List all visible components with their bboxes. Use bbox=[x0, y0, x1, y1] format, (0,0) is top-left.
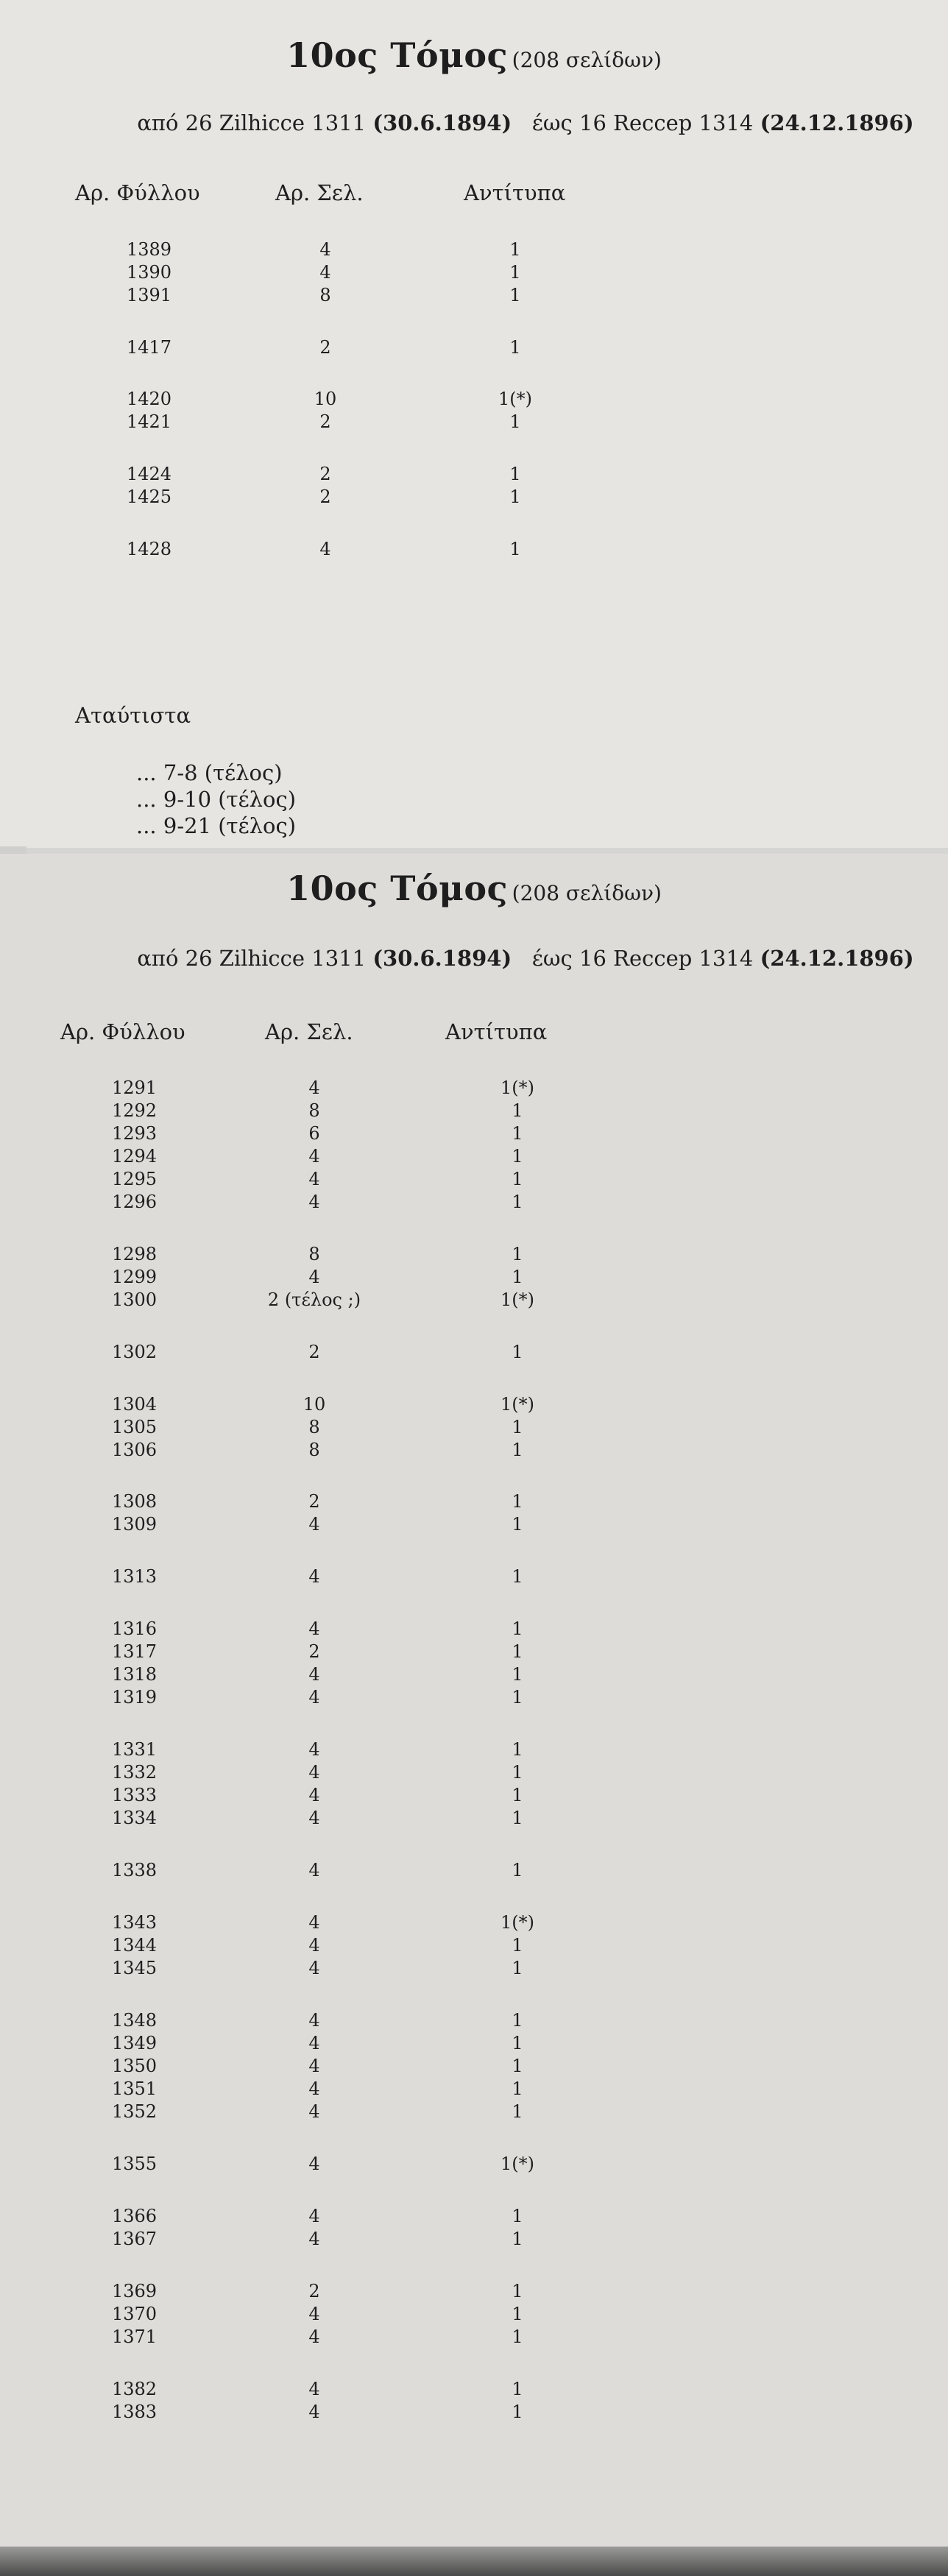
cell-page-count: 4 bbox=[308, 2056, 320, 2076]
range-to-date: (24.12.1896) bbox=[760, 110, 914, 135]
range-to-label: έως 16 Reccep 1314 bbox=[531, 946, 754, 971]
cell-sheet-number: 1382 bbox=[112, 2379, 158, 2399]
missing-item: ... 9-21 (τέλος) bbox=[136, 813, 297, 838]
table-row bbox=[0, 2033, 948, 2055]
cell-copies: 1 bbox=[509, 239, 521, 260]
cell-page-count: 2 bbox=[319, 337, 331, 358]
header-pages: Αρ. Σελ. bbox=[275, 180, 364, 205]
cell-sheet-number: 1338 bbox=[112, 1860, 158, 1880]
cell-sheet-number: 1352 bbox=[112, 2101, 158, 2122]
cell-copies: 1 bbox=[512, 1860, 523, 1880]
cell-page-count: 2 bbox=[319, 464, 331, 484]
range-from-date: (30.6.1894) bbox=[372, 110, 512, 135]
cell-copies: 1 bbox=[512, 1169, 523, 1189]
cell-sheet-number: 1425 bbox=[127, 486, 172, 507]
table-row bbox=[0, 2229, 948, 2251]
cell-sheet-number: 1300 bbox=[112, 1289, 158, 1310]
cell-sheet-number: 1417 bbox=[127, 337, 172, 358]
cell-sheet-number: 1366 bbox=[112, 2206, 158, 2226]
cell-sheet-number: 1331 bbox=[112, 1739, 158, 1760]
cell-page-count: 2 (τέλος ;) bbox=[267, 1289, 361, 1310]
cell-sheet-number: 1355 bbox=[112, 2154, 158, 2174]
cell-page-count: 4 bbox=[308, 1762, 320, 1783]
table-row bbox=[0, 1860, 948, 1882]
cell-copies: 1 bbox=[512, 2229, 523, 2249]
cell-sheet-number: 1334 bbox=[112, 1808, 158, 1828]
cell-copies: 1 bbox=[512, 1440, 523, 1460]
cell-sheet-number: 1293 bbox=[112, 1123, 158, 1144]
table-row bbox=[0, 1440, 948, 1462]
table-row bbox=[0, 1664, 948, 1686]
volume-title-pages: (208 σελίδων) bbox=[512, 48, 662, 72]
cell-copies: 1 bbox=[512, 2033, 523, 2053]
cell-page-count: 4 bbox=[308, 1808, 320, 1828]
cell-page-count: 2 bbox=[319, 486, 331, 507]
header-copies: Αντίτυπα bbox=[445, 1019, 548, 1044]
cell-sheet-number: 1428 bbox=[127, 539, 172, 559]
cell-copies: 1 bbox=[512, 2206, 523, 2226]
cell-sheet-number: 1349 bbox=[112, 2033, 158, 2053]
cell-page-count: 4 bbox=[308, 1935, 320, 1956]
table-row bbox=[0, 239, 948, 261]
cell-page-count: 10 bbox=[314, 389, 337, 409]
table-row bbox=[0, 1491, 948, 1513]
cell-sheet-number: 1390 bbox=[127, 262, 172, 283]
volume-title bbox=[0, 868, 948, 908]
cell-page-count: 2 bbox=[319, 411, 331, 432]
table-row bbox=[0, 1169, 948, 1191]
table-row bbox=[0, 1935, 948, 1957]
cell-page-count: 4 bbox=[308, 2154, 320, 2174]
cell-page-count: 4 bbox=[308, 2326, 320, 2347]
table-row bbox=[0, 2402, 948, 2424]
cell-page-count: 4 bbox=[308, 1566, 320, 1587]
missing-item: ... 9-10 (τέλος) bbox=[136, 787, 297, 812]
cell-page-count: 4 bbox=[319, 239, 331, 260]
header-sheet: Αρ. Φύλλου bbox=[60, 1019, 185, 1044]
cell-sheet-number: 1292 bbox=[112, 1100, 158, 1121]
cell-sheet-number: 1294 bbox=[112, 1146, 158, 1167]
cell-page-count: 8 bbox=[308, 1244, 320, 1264]
table-row bbox=[0, 411, 948, 434]
cell-copies: 1 bbox=[512, 1739, 523, 1760]
cell-copies: 1 bbox=[512, 2056, 523, 2076]
table-row bbox=[0, 2154, 948, 2176]
cell-copies: 1 bbox=[509, 411, 521, 432]
cell-page-count: 4 bbox=[308, 1860, 320, 1880]
cell-page-count: 4 bbox=[308, 1687, 320, 1708]
cell-sheet-number: 1351 bbox=[112, 2078, 158, 2099]
missing-item: ... 7-8 (τέλος) bbox=[136, 760, 283, 785]
table-row bbox=[0, 486, 948, 509]
cell-sheet-number: 1332 bbox=[112, 1762, 158, 1783]
cell-page-count: 4 bbox=[308, 1078, 320, 1098]
cell-page-count: 4 bbox=[308, 2010, 320, 2031]
volume-title-pages: (208 σελίδων) bbox=[512, 881, 662, 905]
date-range bbox=[52, 946, 948, 971]
cell-copies: 1 bbox=[509, 464, 521, 484]
cell-copies: 1 bbox=[512, 1417, 523, 1437]
cell-copies: 1 bbox=[512, 1687, 523, 1708]
range-from-label: από 26 Zilhicce 1311 bbox=[137, 110, 367, 135]
cell-sheet-number: 1302 bbox=[112, 1342, 158, 1362]
cell-sheet-number: 1319 bbox=[112, 1687, 158, 1708]
cell-sheet-number: 1367 bbox=[112, 2229, 158, 2249]
cell-sheet-number: 1343 bbox=[112, 1912, 158, 1933]
cell-copies: 1 bbox=[509, 486, 521, 507]
cell-page-count: 4 bbox=[308, 1912, 320, 1933]
table-row bbox=[0, 1958, 948, 1980]
cell-copies: 1 bbox=[512, 1342, 523, 1362]
table-row bbox=[0, 2078, 948, 2101]
table-row bbox=[0, 1566, 948, 1588]
cell-sheet-number: 1306 bbox=[112, 1440, 158, 1460]
cell-page-count: 8 bbox=[308, 1100, 320, 1121]
scan-shadow bbox=[0, 2547, 948, 2576]
table-row bbox=[0, 2101, 948, 2123]
table-row bbox=[0, 464, 948, 486]
cell-page-count: 4 bbox=[308, 2304, 320, 2324]
cell-copies: 1 bbox=[512, 1641, 523, 1662]
cell-copies: 1 bbox=[512, 2101, 523, 2122]
cell-page-count: 8 bbox=[319, 285, 331, 305]
table-row bbox=[0, 2010, 948, 2032]
table-row bbox=[0, 1244, 948, 1266]
cell-copies: 1(*) bbox=[500, 1912, 534, 1933]
cell-page-count: 10 bbox=[303, 1394, 326, 1415]
table-row bbox=[0, 1739, 948, 1761]
cell-page-count: 4 bbox=[308, 1618, 320, 1639]
cell-page-count: 4 bbox=[308, 1192, 320, 1212]
cell-copies: 1 bbox=[512, 1146, 523, 1167]
cell-sheet-number: 1333 bbox=[112, 1785, 158, 1805]
cell-sheet-number: 1291 bbox=[112, 1078, 158, 1098]
cell-sheet-number: 1317 bbox=[112, 1641, 158, 1662]
cell-copies: 1 bbox=[512, 1123, 523, 1144]
cell-sheet-number: 1305 bbox=[112, 1417, 158, 1437]
range-from-label: από 26 Zilhicce 1311 bbox=[137, 946, 367, 971]
page-top bbox=[0, 0, 948, 848]
cell-page-count: 4 bbox=[308, 1267, 320, 1287]
table-row bbox=[0, 1514, 948, 1536]
cell-sheet-number: 1344 bbox=[112, 1935, 158, 1956]
cell-page-count: 4 bbox=[319, 262, 331, 283]
cell-page-count: 4 bbox=[308, 2101, 320, 2122]
cell-page-count: 6 bbox=[308, 1123, 320, 1144]
cell-sheet-number: 1348 bbox=[112, 2010, 158, 2031]
cell-sheet-number: 1296 bbox=[112, 1192, 158, 1212]
table-row bbox=[0, 1785, 948, 1807]
cell-sheet-number: 1298 bbox=[112, 1244, 158, 1264]
cell-page-count: 4 bbox=[308, 1958, 320, 1978]
cell-page-count: 4 bbox=[308, 2402, 320, 2422]
table-row bbox=[0, 1192, 948, 1214]
cell-copies: 1 bbox=[512, 1491, 523, 1512]
table-row bbox=[0, 539, 948, 561]
cell-copies: 1(*) bbox=[500, 1394, 534, 1415]
cell-copies: 1 bbox=[512, 1785, 523, 1805]
cell-copies: 1 bbox=[512, 1566, 523, 1587]
cell-page-count: 4 bbox=[308, 2206, 320, 2226]
volume-title-main: 10ος Τόμος bbox=[286, 35, 509, 75]
cell-page-count: 4 bbox=[308, 2033, 320, 2053]
cell-copies: 1 bbox=[512, 1244, 523, 1264]
cell-copies: 1 bbox=[512, 2326, 523, 2347]
cell-copies: 1(*) bbox=[498, 389, 532, 409]
cell-sheet-number: 1309 bbox=[112, 1514, 158, 1535]
cell-copies: 1 bbox=[509, 285, 521, 305]
cell-page-count: 8 bbox=[308, 1440, 320, 1460]
cell-copies: 1 bbox=[512, 2402, 523, 2422]
cell-sheet-number: 1370 bbox=[112, 2304, 158, 2324]
cell-sheet-number: 1420 bbox=[127, 389, 172, 409]
cell-copies: 1 bbox=[512, 1808, 523, 1828]
cell-sheet-number: 1299 bbox=[112, 1267, 158, 1287]
cell-copies: 1 bbox=[512, 1192, 523, 1212]
cell-sheet-number: 1391 bbox=[127, 285, 172, 305]
cell-sheet-number: 1369 bbox=[112, 2281, 158, 2301]
cell-page-count: 4 bbox=[308, 2379, 320, 2399]
volume-title bbox=[0, 35, 948, 75]
cell-page-count: 8 bbox=[308, 1417, 320, 1437]
range-to-label: έως 16 Reccep 1314 bbox=[531, 110, 754, 135]
cell-sheet-number: 1313 bbox=[112, 1566, 158, 1587]
table-row bbox=[0, 2206, 948, 2228]
table-row bbox=[0, 389, 948, 411]
table-row bbox=[0, 1618, 948, 1641]
cell-copies: 1 bbox=[512, 1514, 523, 1535]
volume-title-main: 10ος Τόμος bbox=[286, 868, 509, 908]
cell-copies: 1 bbox=[512, 2281, 523, 2301]
cell-page-count: 4 bbox=[308, 1169, 320, 1189]
cell-page-count: 2 bbox=[308, 2281, 320, 2301]
table-row bbox=[0, 1078, 948, 1100]
cell-sheet-number: 1421 bbox=[127, 411, 172, 432]
cell-copies: 1(*) bbox=[500, 2154, 534, 2174]
cell-sheet-number: 1295 bbox=[112, 1169, 158, 1189]
cell-copies: 1 bbox=[512, 2010, 523, 2031]
cell-sheet-number: 1318 bbox=[112, 1664, 158, 1685]
missing-title: Αταύτιστα bbox=[75, 703, 191, 728]
range-to-date: (24.12.1896) bbox=[760, 946, 914, 971]
cell-page-count: 4 bbox=[308, 2078, 320, 2099]
cell-copies: 1 bbox=[512, 1664, 523, 1685]
table-row bbox=[0, 1912, 948, 1934]
cell-page-count: 4 bbox=[308, 1664, 320, 1685]
cell-copies: 1(*) bbox=[500, 1289, 534, 1310]
table-row bbox=[0, 262, 948, 284]
header-pages: Αρ. Σελ. bbox=[265, 1019, 353, 1044]
cell-sheet-number: 1383 bbox=[112, 2402, 158, 2422]
cell-copies: 1 bbox=[512, 1958, 523, 1978]
table-row bbox=[0, 337, 948, 359]
cell-sheet-number: 1308 bbox=[112, 1491, 158, 1512]
cell-page-count: 4 bbox=[308, 1785, 320, 1805]
table-row bbox=[0, 1123, 948, 1145]
cell-page-count: 4 bbox=[308, 1146, 320, 1167]
cell-copies: 1 bbox=[512, 1935, 523, 1956]
table-row bbox=[0, 2326, 948, 2349]
cell-page-count: 4 bbox=[319, 539, 331, 559]
cell-copies: 1 bbox=[512, 1762, 523, 1783]
table-row bbox=[0, 1267, 948, 1289]
cell-page-count: 4 bbox=[308, 1739, 320, 1760]
cell-copies: 1 bbox=[512, 2304, 523, 2324]
table-row bbox=[0, 1808, 948, 1830]
range-from-date: (30.6.1894) bbox=[372, 946, 512, 971]
cell-page-count: 2 bbox=[308, 1641, 320, 1662]
table-row bbox=[0, 1289, 948, 1312]
cell-copies: 1 bbox=[512, 1618, 523, 1639]
cell-page-count: 4 bbox=[308, 1514, 320, 1535]
table-row bbox=[0, 1342, 948, 1364]
table-row bbox=[0, 2304, 948, 2326]
cell-sheet-number: 1304 bbox=[112, 1394, 158, 1415]
cell-sheet-number: 1316 bbox=[112, 1618, 158, 1639]
cell-sheet-number: 1371 bbox=[112, 2326, 158, 2347]
cell-sheet-number: 1389 bbox=[127, 239, 172, 260]
page-bottom bbox=[0, 854, 948, 2547]
table-row bbox=[0, 1687, 948, 1709]
cell-sheet-number: 1350 bbox=[112, 2056, 158, 2076]
cell-copies: 1 bbox=[509, 262, 521, 283]
table-row bbox=[0, 2379, 948, 2401]
date-range bbox=[52, 110, 948, 135]
header-copies: Αντίτυπα bbox=[464, 180, 566, 205]
cell-sheet-number: 1345 bbox=[112, 1958, 158, 1978]
cell-copies: 1 bbox=[509, 337, 521, 358]
table-row bbox=[0, 2056, 948, 2078]
cell-copies: 1 bbox=[509, 539, 521, 559]
cell-copies: 1 bbox=[512, 2078, 523, 2099]
table-row bbox=[0, 1417, 948, 1439]
cell-copies: 1(*) bbox=[500, 1078, 534, 1098]
cell-copies: 1 bbox=[512, 2379, 523, 2399]
table-row bbox=[0, 285, 948, 307]
table-row bbox=[0, 2281, 948, 2303]
cell-sheet-number: 1424 bbox=[127, 464, 172, 484]
table-row bbox=[0, 1394, 948, 1416]
table-row bbox=[0, 1146, 948, 1168]
cell-page-count: 2 bbox=[308, 1491, 320, 1512]
table-row bbox=[0, 1762, 948, 1784]
cell-copies: 1 bbox=[512, 1267, 523, 1287]
cell-copies: 1 bbox=[512, 1100, 523, 1121]
cell-page-count: 4 bbox=[308, 2229, 320, 2249]
table-row bbox=[0, 1100, 948, 1122]
cell-page-count: 2 bbox=[308, 1342, 320, 1362]
header-sheet: Αρ. Φύλλου bbox=[75, 180, 200, 205]
table-row bbox=[0, 1641, 948, 1663]
